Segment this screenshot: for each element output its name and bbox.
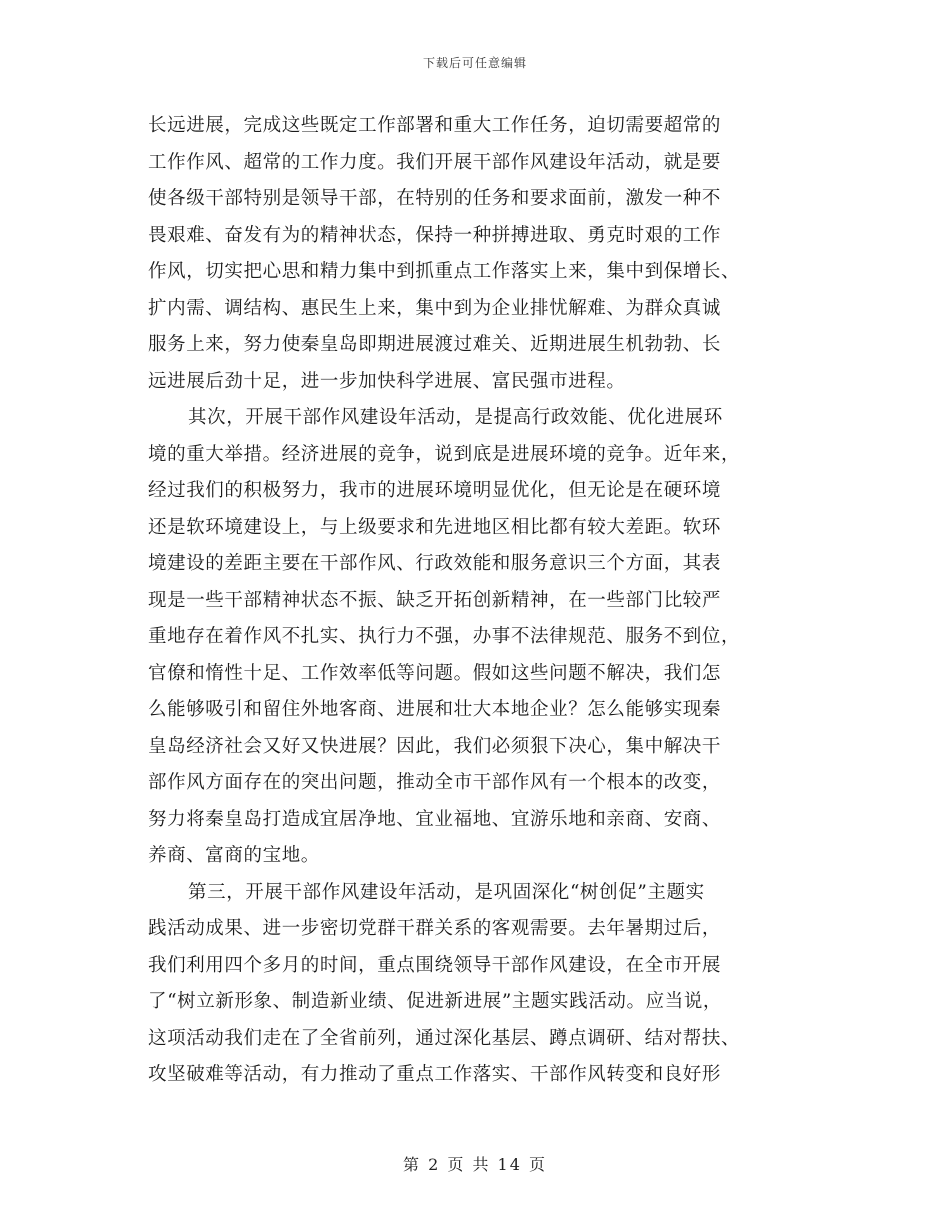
text-line: 服务上来，努力使秦皇岛即期进展渡过难关、近期进展生机勃勃、长	[148, 334, 722, 355]
text-line: 扩内需、调结构、惠民生上来，集中到为企业排忧解难、为群众真诚	[148, 297, 722, 319]
text-line: 我们利用四个多月的时间，重点围绕领导干部作风建设，在全市开展	[148, 954, 722, 976]
text-line: 官僚和惰性十足、工作效率低等问题。假如这些问题不解决，我们怎	[148, 662, 722, 684]
text-line: 这项活动我们走在了全省前列，通过深化基层、蹲点调研、结对帮扶、	[148, 1027, 741, 1049]
text-line: 努力将秦皇岛打造成宜居净地、宜业福地、宜游乐地和亲商、安商、	[148, 808, 722, 830]
paragraph-start-line: 其次，开展干部作风建设年活动，是提高行政效能、优化进展环	[188, 407, 723, 428]
page-header: 下载后可任意编辑	[422, 56, 527, 70]
text-line: 作风，切实把心思和精力集中到抓重点工作落实上来，集中到保增长、	[148, 261, 741, 282]
document-body	[148, 108, 803, 1094]
text-line: 践活动成果、进一步密切党群干群关系的客观需要。去年暑期过后，	[148, 918, 722, 939]
text-line: 部作风方面存在的突出问题，推动全市干部作风有一个根本的改变，	[148, 772, 722, 793]
text-line: 境建设的差距主要在干部作风、行政效能和服务意识三个方面，其表	[148, 553, 722, 574]
text-line: 皇岛经济社会又好又快进展？因此，我们必须狠下决心，集中解决干	[148, 735, 722, 757]
text-line: 使各级干部特别是领导干部，在特别的任务和要求面前，激发一种不	[148, 188, 722, 209]
text-line: 长远进展，完成这些既定工作部署和重大工作任务，迫切需要超常的	[148, 115, 722, 136]
text-line: 养商、富商的宝地。	[148, 845, 320, 866]
text-line: 么能够吸引和留住外地客商、进展和壮大本地企业？怎么能够实现秦	[148, 699, 722, 720]
text-line: 境的重大举措。经济进展的竞争，说到底是进展环境的竞争。近年来，	[148, 443, 741, 465]
text-line: 攻坚破难等活动，有力推动了重点工作落实、干部作风转变和良好形	[148, 1064, 722, 1085]
text-line: 重地存在着作风不扎实、执行力不强，办事不法律规范、服务不到位，	[148, 626, 741, 647]
text-line: 现是一些干部精神状态不振、缺乏开拓创新精神，在一些部门比较严	[148, 589, 722, 611]
text-line: 工作作风、超常的工作力度。我们开展干部作风建设年活动，就是要	[148, 151, 722, 173]
paragraph-start-line: 第三，开展干部作风建设年活动，是巩固深化“树创促”主题实	[188, 881, 705, 903]
text-line: 畏艰难、奋发有为的精神状态，保持一种拼搏进取、勇克时艰的工作	[148, 224, 722, 246]
text-line: 了“树立新形象、制造新业绩、促进新进展”主题实践活动。应当说，	[148, 991, 723, 1012]
text-line: 还是软环境建设上，与上级要求和先进地区相比都有较大差距。软环	[148, 516, 722, 538]
page-footer: 第 2 页 共 14 页	[403, 1155, 547, 1174]
text-line: 远进展后劲十足，进一步加快科学进展、富民强市进程。	[148, 370, 626, 392]
text-line: 经过我们的积极努力，我市的进展环境明显优化，但无论是在硬环境	[148, 480, 722, 501]
